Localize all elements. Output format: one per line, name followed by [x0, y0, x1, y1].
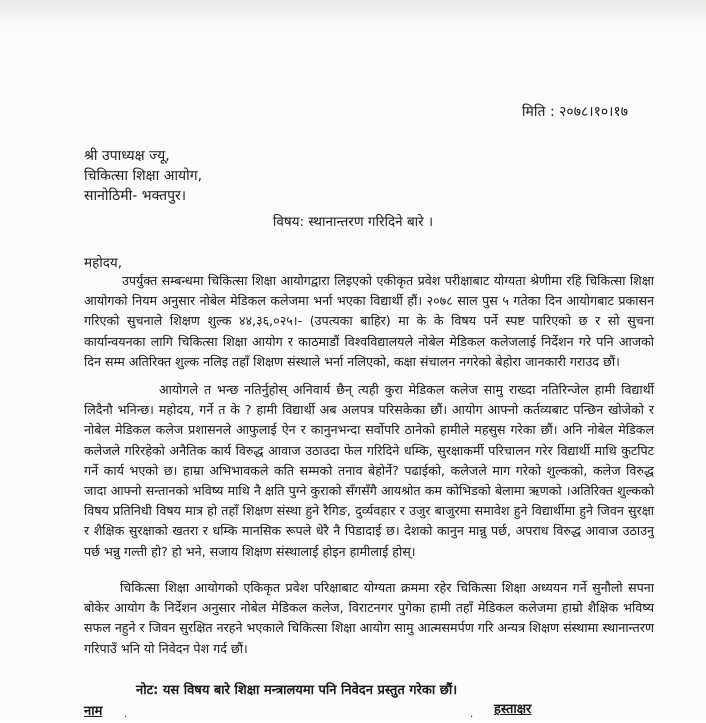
body-paragraph: चिकित्सा शिक्षा आयोगको एकिकृत प्रवेश परिक्षाबाट योग्यता क्रममा रहेर चिकित्सा शिक्षा अध्ययन गर्ने सुनौलो सपना बोकेर आयोग कै निर्देशन अनुसार नोबेल मेडिकल कलेज, विराटनगर पुगेका हामी तहाँ मेडिकल कलेजमा हाम्रो शैक्षिक भविष्य सफल नहुने र जिवन सुरक्षित नरहने भएकाले चिकित्सा शिक्षा आयोग सामु आत्मसमर्पण गरि अन्यत्र शिक्षण संस्थामा स्थानान्तरण गरिपाउँ भनि यो निवेदन पेश गर्द छौं। [84, 580, 654, 656]
salutation: महोदय, [84, 255, 123, 271]
subject-line: विषय: स्थानान्तरण गरिदिने बारे । [272, 214, 434, 230]
name-column-heading: नाम [84, 704, 103, 719]
addressee-line: चिकित्सा शिक्षा आयोग, [84, 168, 203, 184]
cut-off-mark: · [470, 712, 474, 723]
addressee-line: श्री उपाध्यक्ष ज्यू, [84, 148, 170, 164]
cut-off-mark: · [124, 712, 128, 723]
signature-column-heading: हस्ताक्षर [494, 702, 532, 717]
note-line: नोट: यस विषय बारे शिक्षा मन्त्रालयमा पनि निवेदन प्रस्तुत गरेका छौं। [136, 683, 458, 698]
letter-date: मिति : २०७८।१०।१७ [521, 104, 628, 120]
body-paragraph: आयोगले त भन्छ नतिर्नुहोस् अनिवार्य छैन् त्यही कुरा मेडिकल कलेज सामु राख्दा नतिरिन्जेल हामी विद्यार्थी लिदैनौ भनिन्छ। महोदय, गर्ने त के ? हामी विद्यार्थी अब अलपत्र परिसकेका छौं। आयोग आफ्नो कर्तव्यबाट पन्छिन खोजेको र नोबेल मेडिकल कलेज प्रशासनले आफुलाई ऐन र कानुनभन्दा सर्वोपरि ठानेको हामीले महसुस गरेका छौं। अनि नोबेल मेडिकल कलेजले गरिरहेको अनैतिक कार्य विरुद्ध आवाज उठाउदा फेल गरिदिने धम्कि, सुरक्षाकर्मी परिचालन गरेर विद्यार्थी माथि कुटपिट गर्ने कार्य भएको छ। हाम्रा अभिभावकले कति सम्मको तनाव बेहोर्ने? पढाईको, कलेजले माग गरेको शुल्कको, कलेज विरुद्ध जादा आफ्नो सन्तानको भविष्य माथि नै क्षति पुग्ने कुराको सँगसँगै आयश्रोत कम कोभिडको बेलामा ऋणको ।अतिरिक्त शुल्कको विषय प्रतिनिधी विषय मात्र हो तहाँ शिक्षण संस्था हुने रैगिङ, दुर्व्यवहार र उजुर बाजुरमा समावेश हुने विद्यार्थीमा हुने जिवन सुरक्षा र शैक्षिक सुरक्षाको खतरा र धम्कि मानसिक रूपले धेरै नै पिडादाई छ। देशको कानुन मान्नु पर्छ, अपराध विरुद्ध आवाज उठाउनु पर्छ भन्नु गल्ती हो? हो भने, सजाय शिक्षण संस्थालाई होइन हामीलाई होस्। [84, 382, 654, 559]
addressee-block [84, 146, 202, 206]
scan-edge-shadow [0, 0, 706, 28]
addressee-line: सानोठिमी- भक्तपुर। [84, 188, 187, 204]
body-paragraph: उपर्युक्त सम्बन्धमा चिकित्सा शिक्षा आयोगद्वारा लिइएको एकीकृत प्रवेश परीक्षाबाट योग्यता श्रेणीमा रहि चिकित्सा शिक्षा आयोगको नियम अनुसार नोबेल मेडिकल कलेजमा भर्ना भएका विद्यार्थी हौं। २०७८ साल पुस ५ गतेका दिन आयोगबाट प्रकासन गरिएको सुचनाले शिक्षण शुल्क ४४,३६,०२५।- (उपत्यका बाहिर) मा के के विषय पर्ने स्पष्ट पारिएको छ र सो सुचना कार्यान्वयनका लागि चिकित्सा शिक्षा आयोग र काठमाडौं विश्वविद्यालयले नोबेल मेडिकल कलेजलाई निर्देशन गरे पनि आजको दिन सम्म अतिरिक्त शुल्क नलिइ तहाँ शिक्षण संस्थाले भर्ना नलिएको, कक्षा संचालन नगरेको बेहोरा जानकारी गराउद छौं। [84, 273, 654, 369]
